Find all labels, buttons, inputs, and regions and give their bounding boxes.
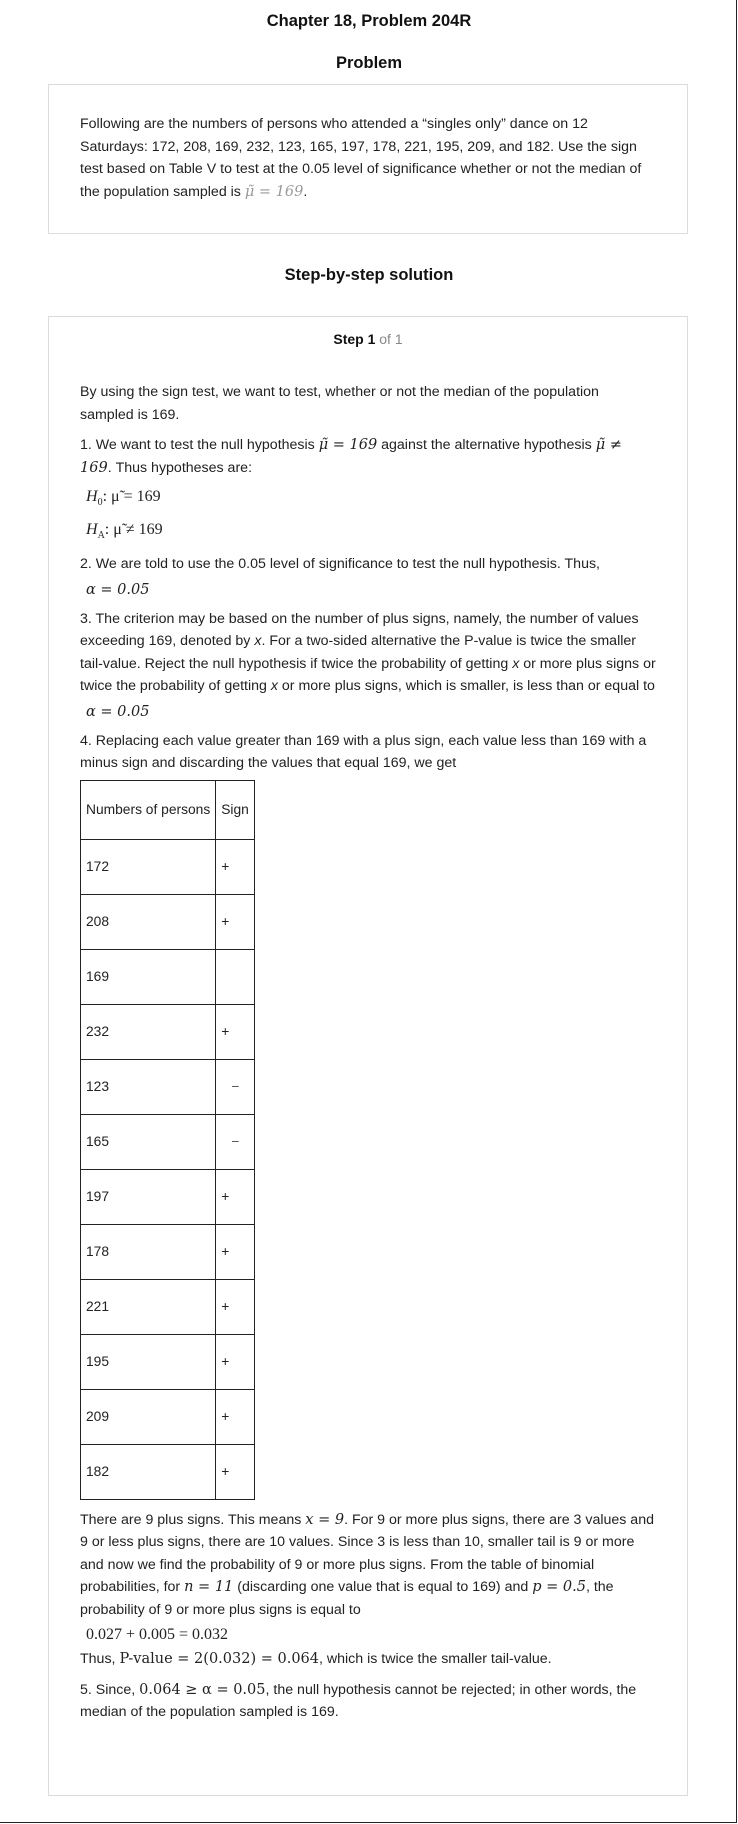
sign-cell: +	[216, 1004, 255, 1059]
sign-cell: +	[216, 1334, 255, 1389]
p5-text-b: . For 9 or more plus signs, there are 3 values and 9 or less plus signs, there are 10 values. Since 3 is less than 10, smaller tail is 9 or more and now we find the probability of 9 or more plus signs. From the table of binomial probabilities, for	[80, 1511, 654, 1596]
p5-n-math: n = 11	[184, 1579, 234, 1596]
sum-equation	[80, 1621, 656, 1648]
solution-box	[48, 316, 688, 1796]
step-of: of 1	[379, 331, 403, 347]
table-row	[81, 1389, 255, 1444]
problem-text	[80, 113, 656, 203]
p3-x1: x	[254, 633, 262, 650]
step-intro: By using the sign test, we want to test, whether or not the median of the population sampled is 169.	[80, 384, 599, 423]
p3-x2: x	[512, 655, 520, 672]
signs-table	[80, 780, 255, 1500]
page-title: Chapter 18, Problem 204R	[266, 12, 472, 30]
persons-cell: 169	[81, 949, 216, 1004]
p-value-math: P-value = 2(0.032) = 0.064	[119, 1651, 319, 1668]
table-row	[81, 894, 255, 949]
persons-cell: 172	[81, 839, 216, 894]
comparison-math: 0.064 ≥ α = 0.05	[139, 1681, 266, 1698]
persons-cell: 232	[81, 1004, 216, 1059]
solution-heading: Step-by-step solution	[284, 266, 454, 284]
sign-cell: +	[216, 1279, 255, 1334]
ha-rest: : μ̃ ≠ 169	[104, 521, 163, 539]
p1-text-a: 1. We want to test the null hypothesis	[80, 437, 315, 453]
persons-cell: 197	[81, 1169, 216, 1224]
p1-null-math: μ̃ = 169	[318, 437, 378, 453]
sum-math: 0.027 + 0.005 = 0.032	[86, 1626, 229, 1644]
ha-equation	[80, 516, 656, 549]
h0-equation	[80, 483, 656, 516]
sign-cell: +	[216, 1444, 255, 1499]
p3-text-d: or more plus signs, which is smaller, is less than or equal to	[281, 678, 655, 695]
p5-text-c: (discarding one value that is equal to 169) and	[237, 1579, 529, 1596]
step-point-1	[80, 434, 656, 479]
table-row	[81, 949, 255, 1004]
p3-x3: x	[270, 678, 278, 695]
table-header-row	[81, 780, 255, 839]
persons-cell: 178	[81, 1224, 216, 1279]
step-point-7	[80, 1679, 656, 1724]
problem-body: Following are the numbers of persons who attended a “singles only” dance on 12 Saturdays: 172, 208, 169, 232, 123, 165, 197, 178, 221, 195, 209, and 182. Use the sign test based on Table V to test at the 0.05 level of significance whether or not the median of the population sampled is	[80, 116, 642, 200]
problem-period: .	[303, 183, 308, 200]
step-point-2: 2. We are told to use the 0.05 level of significance to test the null hypothesis. Thus,	[80, 556, 600, 573]
alpha-equation-2	[80, 698, 656, 726]
table-row	[81, 1004, 255, 1059]
persons-cell: 182	[81, 1444, 216, 1499]
table-row	[81, 1224, 255, 1279]
problem-heading: Problem	[335, 54, 403, 72]
h0-sub: 0	[97, 497, 103, 509]
p5-p-math: p = 0.5	[532, 1579, 586, 1596]
step-indicator	[80, 331, 656, 347]
step-point-4: 4. Replacing each value greater than 169 with a plus sign, each value less than 169 with a minus sign and discarding the values that equal 169, we get	[80, 732, 647, 772]
table-row	[81, 1279, 255, 1334]
ha-sub: A	[97, 530, 105, 542]
step-label: Step 1	[333, 331, 376, 347]
persons-cell: 195	[81, 1334, 216, 1389]
table-row	[81, 1169, 255, 1224]
p5-text-a: There are 9 plus signs. This means	[80, 1511, 302, 1528]
table-row	[81, 1059, 255, 1114]
p6-text-a: Thus,	[80, 1651, 116, 1668]
step-point-3	[80, 608, 656, 698]
p3-text-c: or more plus signs or twice the probability of getting	[80, 655, 656, 695]
sign-cell	[216, 949, 255, 1004]
sign-cell: +	[216, 1389, 255, 1444]
sign-cell: +	[216, 1169, 255, 1224]
p7-text-a: 5. Since,	[80, 1681, 136, 1698]
p1-text-c: . Thus hypotheses are:	[107, 459, 253, 476]
col-header-sign: Sign	[216, 780, 255, 839]
table-row	[81, 1334, 255, 1389]
persons-cell: 221	[81, 1279, 216, 1334]
alpha-math-1: α = 0.05	[86, 581, 150, 598]
p5-text-d: , the probability of 9 or more plus signs is equal to	[80, 1579, 614, 1618]
problem-median-math: μ̃ = 169	[244, 183, 304, 200]
alpha-equation-1	[80, 576, 656, 604]
sign-cell: +	[216, 1224, 255, 1279]
p1-alt-math: μ̃ ≠ 169	[80, 437, 622, 476]
problem-box	[48, 84, 688, 234]
table-row	[81, 1114, 255, 1169]
persons-cell: 165	[81, 1114, 216, 1169]
alpha-math-2: α = 0.05	[86, 703, 150, 720]
step-point-5	[80, 1509, 656, 1622]
p3-text-a: 3. The criterion may be based on the number of plus signs, namely, the number of values exceeding 169, denoted by	[80, 610, 639, 650]
sign-cell: +	[216, 894, 255, 949]
p3-text-b: . For a two-sided alternative the P-value is twice the smaller tail-value. Reject the null hypothesis if twice the probability of getting	[80, 633, 636, 672]
step-point-6	[80, 1648, 656, 1671]
ha-symbol: H	[86, 521, 98, 539]
col-header-persons: Numbers of persons	[81, 780, 216, 839]
sign-cell: +	[216, 839, 255, 894]
p7-text-b: , the null hypothesis cannot be rejected; in other words, the median of the population sampled is 169.	[80, 1681, 637, 1721]
sign-cell: −	[216, 1059, 255, 1114]
sign-cell: −	[216, 1114, 255, 1169]
table-row	[81, 1444, 255, 1499]
p5-x-math: x = 9	[305, 1511, 345, 1528]
persons-cell: 123	[81, 1059, 216, 1114]
h0-symbol: H	[86, 488, 98, 505]
p6-text-b: , which is twice the smaller tail-value.	[319, 1651, 552, 1668]
persons-cell: 209	[81, 1389, 216, 1444]
table-row	[81, 839, 255, 894]
h0-rest: : μ̃ = 169	[102, 488, 161, 505]
persons-cell: 208	[81, 894, 216, 949]
p1-text-b: against the alternative hypothesis	[381, 437, 592, 453]
